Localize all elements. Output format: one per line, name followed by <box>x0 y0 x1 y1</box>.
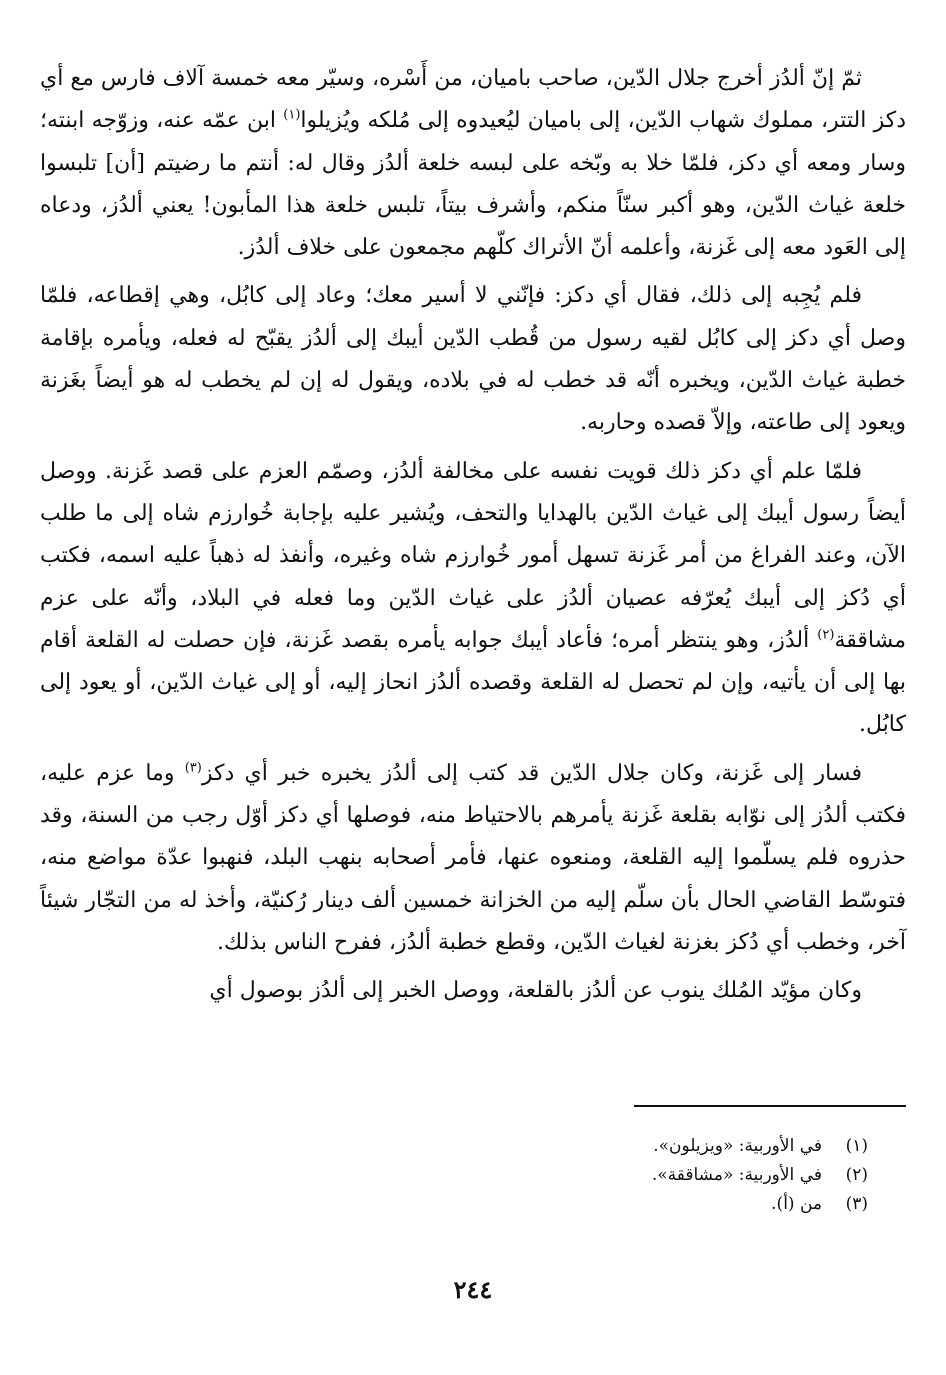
paragraph-1-text-b: ابن عمّه عنه، وزوّجه ابنته؛ وسار ومعه أي دكز، فلمّا خلا به وبّخه على لبسه خلعة ألدُز وقال له: أنتم ما رضيتم [أن] تلبسوا خلعة غياث الدّين، وهو أكبر سنّاً منكم، وأشرف بيتاً، تلبس خلعة هذا المأبون! يعني ألدُز، ودعاه إلى العَود معه إلى غَزنة، وأعلمه أنّ الأتراك كلّهم مجمعون على خلاف ألدُز. <box>40 108 906 261</box>
footnote-3-text: من (أ). <box>771 1194 822 1214</box>
footnote-divider <box>634 1105 906 1107</box>
footnote-2-number: (٢) <box>845 1165 868 1185</box>
footnote-1 <box>652 1132 868 1161</box>
paragraph-4-text-b: وما عزم عليه، فكتب ألدُز إلى نوّابه بقلعة غَزنة يأمرهم بالاحتياط منه، فوصلها أي دكز أوّل رجب من السنة، وقد حذروه فلم يسلّموا إليه القلعة، ومنعوه عنها، فأمر أصحابه بنهب البلد، فنهبوا عدّة مواضع منه، فتوسّط القاضي الحال بأن سلّم إليه من الخزانة خمسين ألف دينار رُكنيّة، وأخذ له من التجّار شيئاً آخر، وخطب أي دُكز بغزنة لغياث الدّين، وقطع خطبة ألدُز، ففرح الناس بذلك. <box>40 760 906 955</box>
footnote-1-text: في الأوربية: «ويزيلون». <box>653 1136 822 1156</box>
footnote-marker-1: (١) <box>283 107 301 123</box>
paragraph-4-text-a: فسار إلى غَزنة، وكان جلال الدّين قد كتب إلى ألدُز يخبره خبر أي دكز <box>201 760 863 786</box>
footnote-2-text: في الأوربية: «مشاققة». <box>651 1165 822 1185</box>
paragraph-3-text-a: فلمّا علم أي دكز ذلك قويت نفسه على مخالفة ألدُز، وصمّم العزم على قصد غَزنة. ووصل أيضاً رسول أيبك إلى غياث الدّين بالهدايا والتحف، ويُشير عليه بإجابة خُوارزم شاه إلى ما طلب الآن، وعند الفراغ من أمر غَزنة تسهل أمور خُوارزم شاه وغيره، وأنفذ له ذهباً عليه اسمه، فكتب أي دُكز إلى أيبك يُعرّفه عصيان ألدُز على غياث الدّين وما فعله في البلاد، وأنّه على عزم مشاققة <box>40 458 906 653</box>
footnote-1-number: (١) <box>845 1136 868 1156</box>
paragraph-3 <box>40 451 906 747</box>
paragraph-2 <box>40 275 906 444</box>
page-number: ٢٤٤ <box>453 1275 493 1304</box>
paragraph-1 <box>40 58 906 269</box>
footnote-marker-2: (٢) <box>817 627 835 643</box>
footnote-2 <box>652 1161 868 1190</box>
paragraph-2-text: فلم يُجِبه إلى ذلك، فقال أي دكز: فإنّني لا أسير معك؛ وعاد إلى كابُل، وهي إقطاعه، فلمّا وصل أي دكز إلى كابُل لقيه رسول من قُطب الدّين أيبك إلى ألدُز يقبّح له فعله، ويأمره بإقامة خطبة غياث الدّين، ويخبره أنّه قد خطب له في بلاده، ويقول له إن لم يخطب له هو أيضاً بغَزنة ويعود إلى طاعته، وإلاّ قصده وحاربه. <box>40 283 906 436</box>
paragraph-4 <box>40 753 906 964</box>
footnote-3 <box>652 1190 868 1219</box>
footnote-marker-3: (٣) <box>184 760 202 776</box>
paragraph-1-text-a: ثمّ إنّ ألدُز أخرج جلال الدّين، صاحب باميان، من أَسْره، وسيّر معه خمسة آلاف فارس مع أي دكز التتر، مملوك شهاب الدّين، إلى باميان ليُعيدوه إلى مُلكه ويُزيلوا <box>40 66 906 134</box>
paragraph-3-text-b: ألدُز، وهو ينتظر أمره؛ فأعاد أيبك جوابه يأمره بقصد غَزنة، فإن حصلت له القلعة أقام بها إلى أن يأتيه، وإن لم تحصل له القلعة وقصده ألدُز انحاز إليه، أو إلى غياث الدّين، أو يعود إلى كابُل. <box>40 627 906 738</box>
footnotes <box>652 1132 868 1219</box>
paragraph-5-text: وكان مؤيّد المُلك ينوب عن ألدُز بالقلعة، ووصل الخبر إلى ألدُز بوصول أي <box>209 978 862 1004</box>
paragraph-5 <box>40 970 906 1012</box>
footnote-3-number: (٣) <box>845 1194 868 1214</box>
main-text <box>40 58 906 1019</box>
